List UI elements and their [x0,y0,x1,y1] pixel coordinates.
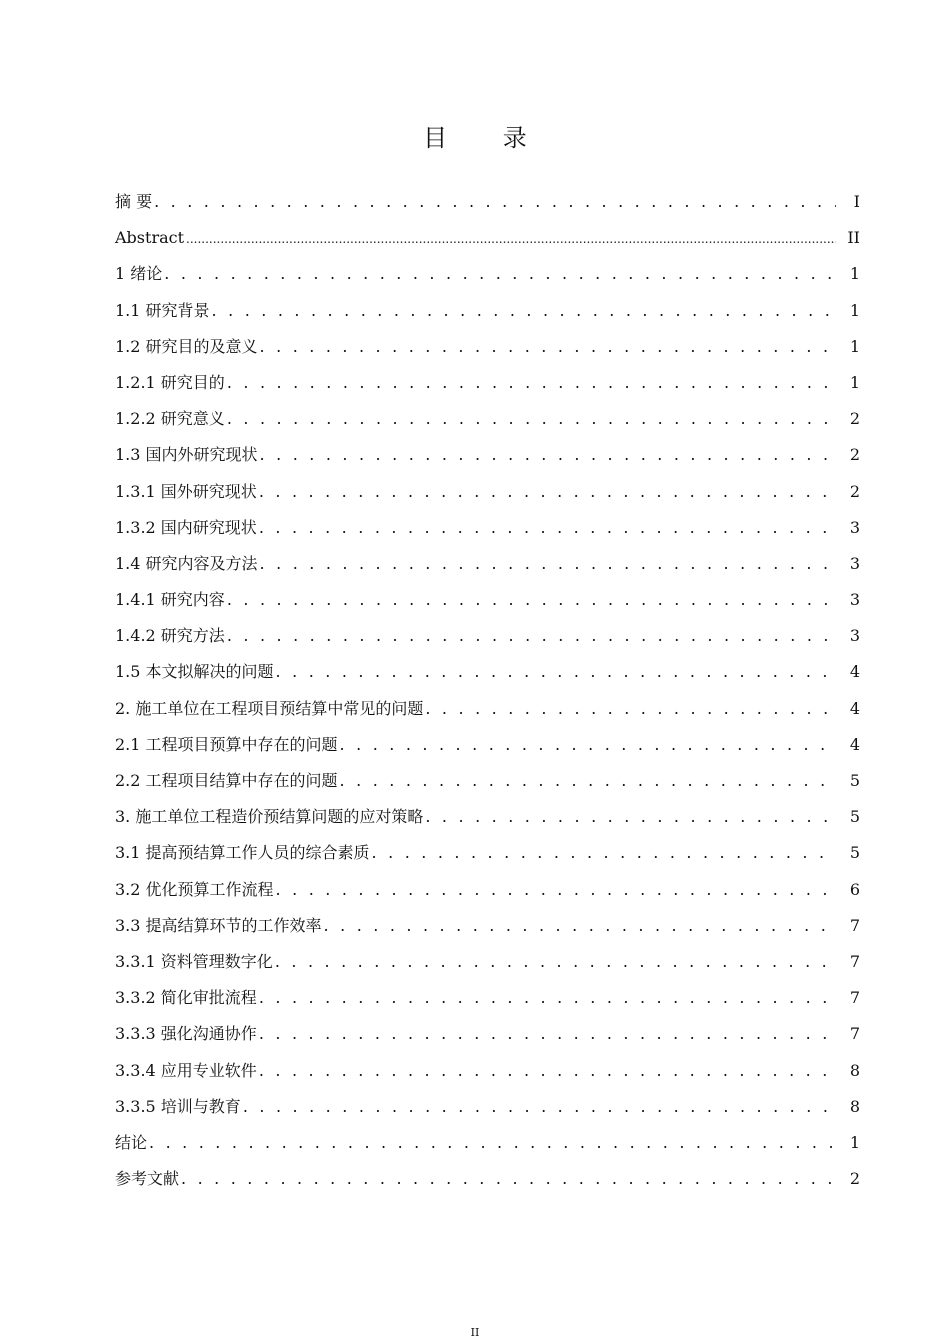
toc-entry[interactable] [115,256,860,292]
toc-entry-page: 5 [849,771,860,790]
toc-entry-label: 3.3.4 应用专业软件 [115,1060,257,1080]
toc-entry[interactable] [115,763,860,799]
toc-entry-page: 1 [849,372,860,392]
dot-leader [186,221,836,257]
toc-entry-page: 2 [849,481,860,501]
toc-entry-conclusion[interactable] [115,1125,860,1161]
dot-leader [227,618,836,654]
toc-entry-page: 1 [849,300,860,320]
dot-leader [260,437,836,473]
dot-leader [324,908,836,944]
dot-leader [425,691,836,727]
page-title: 目 录 [423,124,551,152]
toc-entry-label: 2. 施工单位在工程项目预结算中常见的问题 [115,698,424,718]
toc-entry[interactable] [115,582,860,618]
toc-entry-label: 1.2 研究目的及意义 [115,336,258,356]
toc-entry[interactable] [115,365,860,401]
dot-leader [149,1125,836,1161]
dot-leader [340,727,836,763]
dot-leader [425,799,836,835]
toc-entry-label: 3.3.3 强化沟通协作 [115,1024,257,1044]
dot-leader [259,474,836,510]
toc-entry[interactable] [115,908,860,944]
toc-entry-page: 7 [849,1024,860,1044]
toc-entry-page: 8 [849,1060,860,1080]
toc-entry[interactable] [115,654,860,690]
toc-entry[interactable] [115,618,860,654]
toc-entry-page: 6 [849,879,860,899]
toc-entry-page: 7 [849,951,860,971]
toc-entry-page: 2 [849,1169,860,1189]
dot-leader [227,582,836,618]
toc-entry-page: 1 [849,1132,860,1152]
page-number: II [470,1326,480,1339]
toc-entry-label: 3.3.5 培训与教育 [115,1096,241,1116]
toc-entry[interactable] [115,944,860,980]
toc-entry-abstract-en[interactable] [115,220,860,256]
dot-leader [276,872,836,908]
dot-leader [259,980,836,1016]
toc-entry-page: 1 [849,264,860,284]
toc-entry-abstract-cn[interactable] [115,184,860,220]
dot-leader [275,944,836,980]
dot-leader [260,546,836,582]
toc-entry-label: 2.2 工程项目结算中存在的问题 [115,771,338,790]
toc-entry-references[interactable] [115,1161,860,1197]
toc-entry-page: 3 [849,553,860,573]
toc-entry[interactable] [115,799,860,835]
dot-leader [243,1089,836,1125]
dot-leader [259,510,836,546]
toc-entry-label: 3.2 优化预算工作流程 [115,879,274,899]
toc-entry-label: 1 绪论 [115,264,163,284]
toc-entry[interactable] [115,293,860,329]
toc-entry[interactable] [115,872,860,908]
toc-entry[interactable] [115,401,860,437]
dot-leader [372,835,836,871]
toc-entry-label: 3.3 提高结算环节的工作效率 [115,915,322,935]
toc-entry-page: 5 [849,843,860,863]
toc-entry[interactable] [115,1089,860,1125]
toc-entry-label: 1.3 国内外研究现状 [115,445,258,465]
toc-entry-label: Abstract [115,228,185,248]
toc-entry-page: 3 [849,626,860,646]
toc-entry-page: 2 [849,409,860,429]
toc-entry-page: 1 [849,336,860,356]
toc-entry-page: 3 [849,590,860,610]
toc-entry-label: 1.3.1 国外研究现状 [115,481,257,501]
toc-entry-label: 1.5 本文拟解决的问题 [115,662,274,682]
toc-entry[interactable] [115,1016,860,1052]
toc-entry-page: 4 [849,662,860,682]
toc-entry[interactable] [115,980,860,1016]
toc-entry-page: I [853,192,860,211]
dot-leader [154,184,836,220]
toc-entry-label: 1.1 研究背景 [115,300,210,320]
toc-entry-page: 4 [849,698,860,718]
toc-entry-label: 1.4.1 研究内容 [115,590,225,610]
dot-leader [340,763,836,799]
toc-entry-page: 7 [849,988,860,1008]
toc-entry-label: 2.1 工程项目预算中存在的问题 [115,734,338,754]
toc-entry-page: 5 [849,807,860,827]
toc-entry[interactable] [115,329,860,365]
toc-entry-page: 2 [849,445,860,465]
dot-leader [181,1161,836,1197]
toc-entry-label: 3.3.2 简化审批流程 [115,988,257,1008]
toc-entry[interactable] [115,835,860,871]
table-of-contents [115,184,860,1197]
toc-entry-page: 4 [849,734,860,754]
toc-entry-label: 3. 施工单位工程造价预结算问题的应对策略 [115,807,424,827]
toc-entry-label: 1.2.2 研究意义 [115,409,225,429]
toc-entry[interactable] [115,727,860,763]
toc-entry-label: 摘 要 [115,192,153,211]
dot-leader [227,401,836,437]
toc-entry[interactable] [115,546,860,582]
dot-leader [259,1053,836,1089]
toc-entry[interactable] [115,691,860,727]
dot-leader [227,365,836,401]
toc-entry-label: 3.3.1 资料管理数字化 [115,951,273,971]
toc-entry-page: 8 [849,1096,860,1116]
dot-leader [260,329,836,365]
toc-entry[interactable] [115,437,860,473]
dot-leader [276,654,836,690]
toc-entry-label: 结论 [115,1132,148,1152]
toc-entry-label: 1.4.2 研究方法 [115,626,225,646]
dot-leader [212,293,836,329]
toc-entry-label: 1.3.2 国内研究现状 [115,517,257,537]
toc-entry[interactable] [115,1053,860,1089]
toc-entry[interactable] [115,474,860,510]
toc-entry-label: 1.4 研究内容及方法 [115,553,258,573]
toc-entry[interactable] [115,510,860,546]
toc-entry-page: 3 [849,517,860,537]
toc-entry-label: 参考文献 [115,1169,180,1189]
toc-entry-page: 7 [849,915,860,935]
toc-entry-label: 3.1 提高预结算工作人员的综合素质 [115,843,370,863]
dot-leader [259,1016,836,1052]
toc-entry-label: 1.2.1 研究目的 [115,372,225,392]
toc-entry-page: II [847,228,860,248]
dot-leader [164,256,836,292]
